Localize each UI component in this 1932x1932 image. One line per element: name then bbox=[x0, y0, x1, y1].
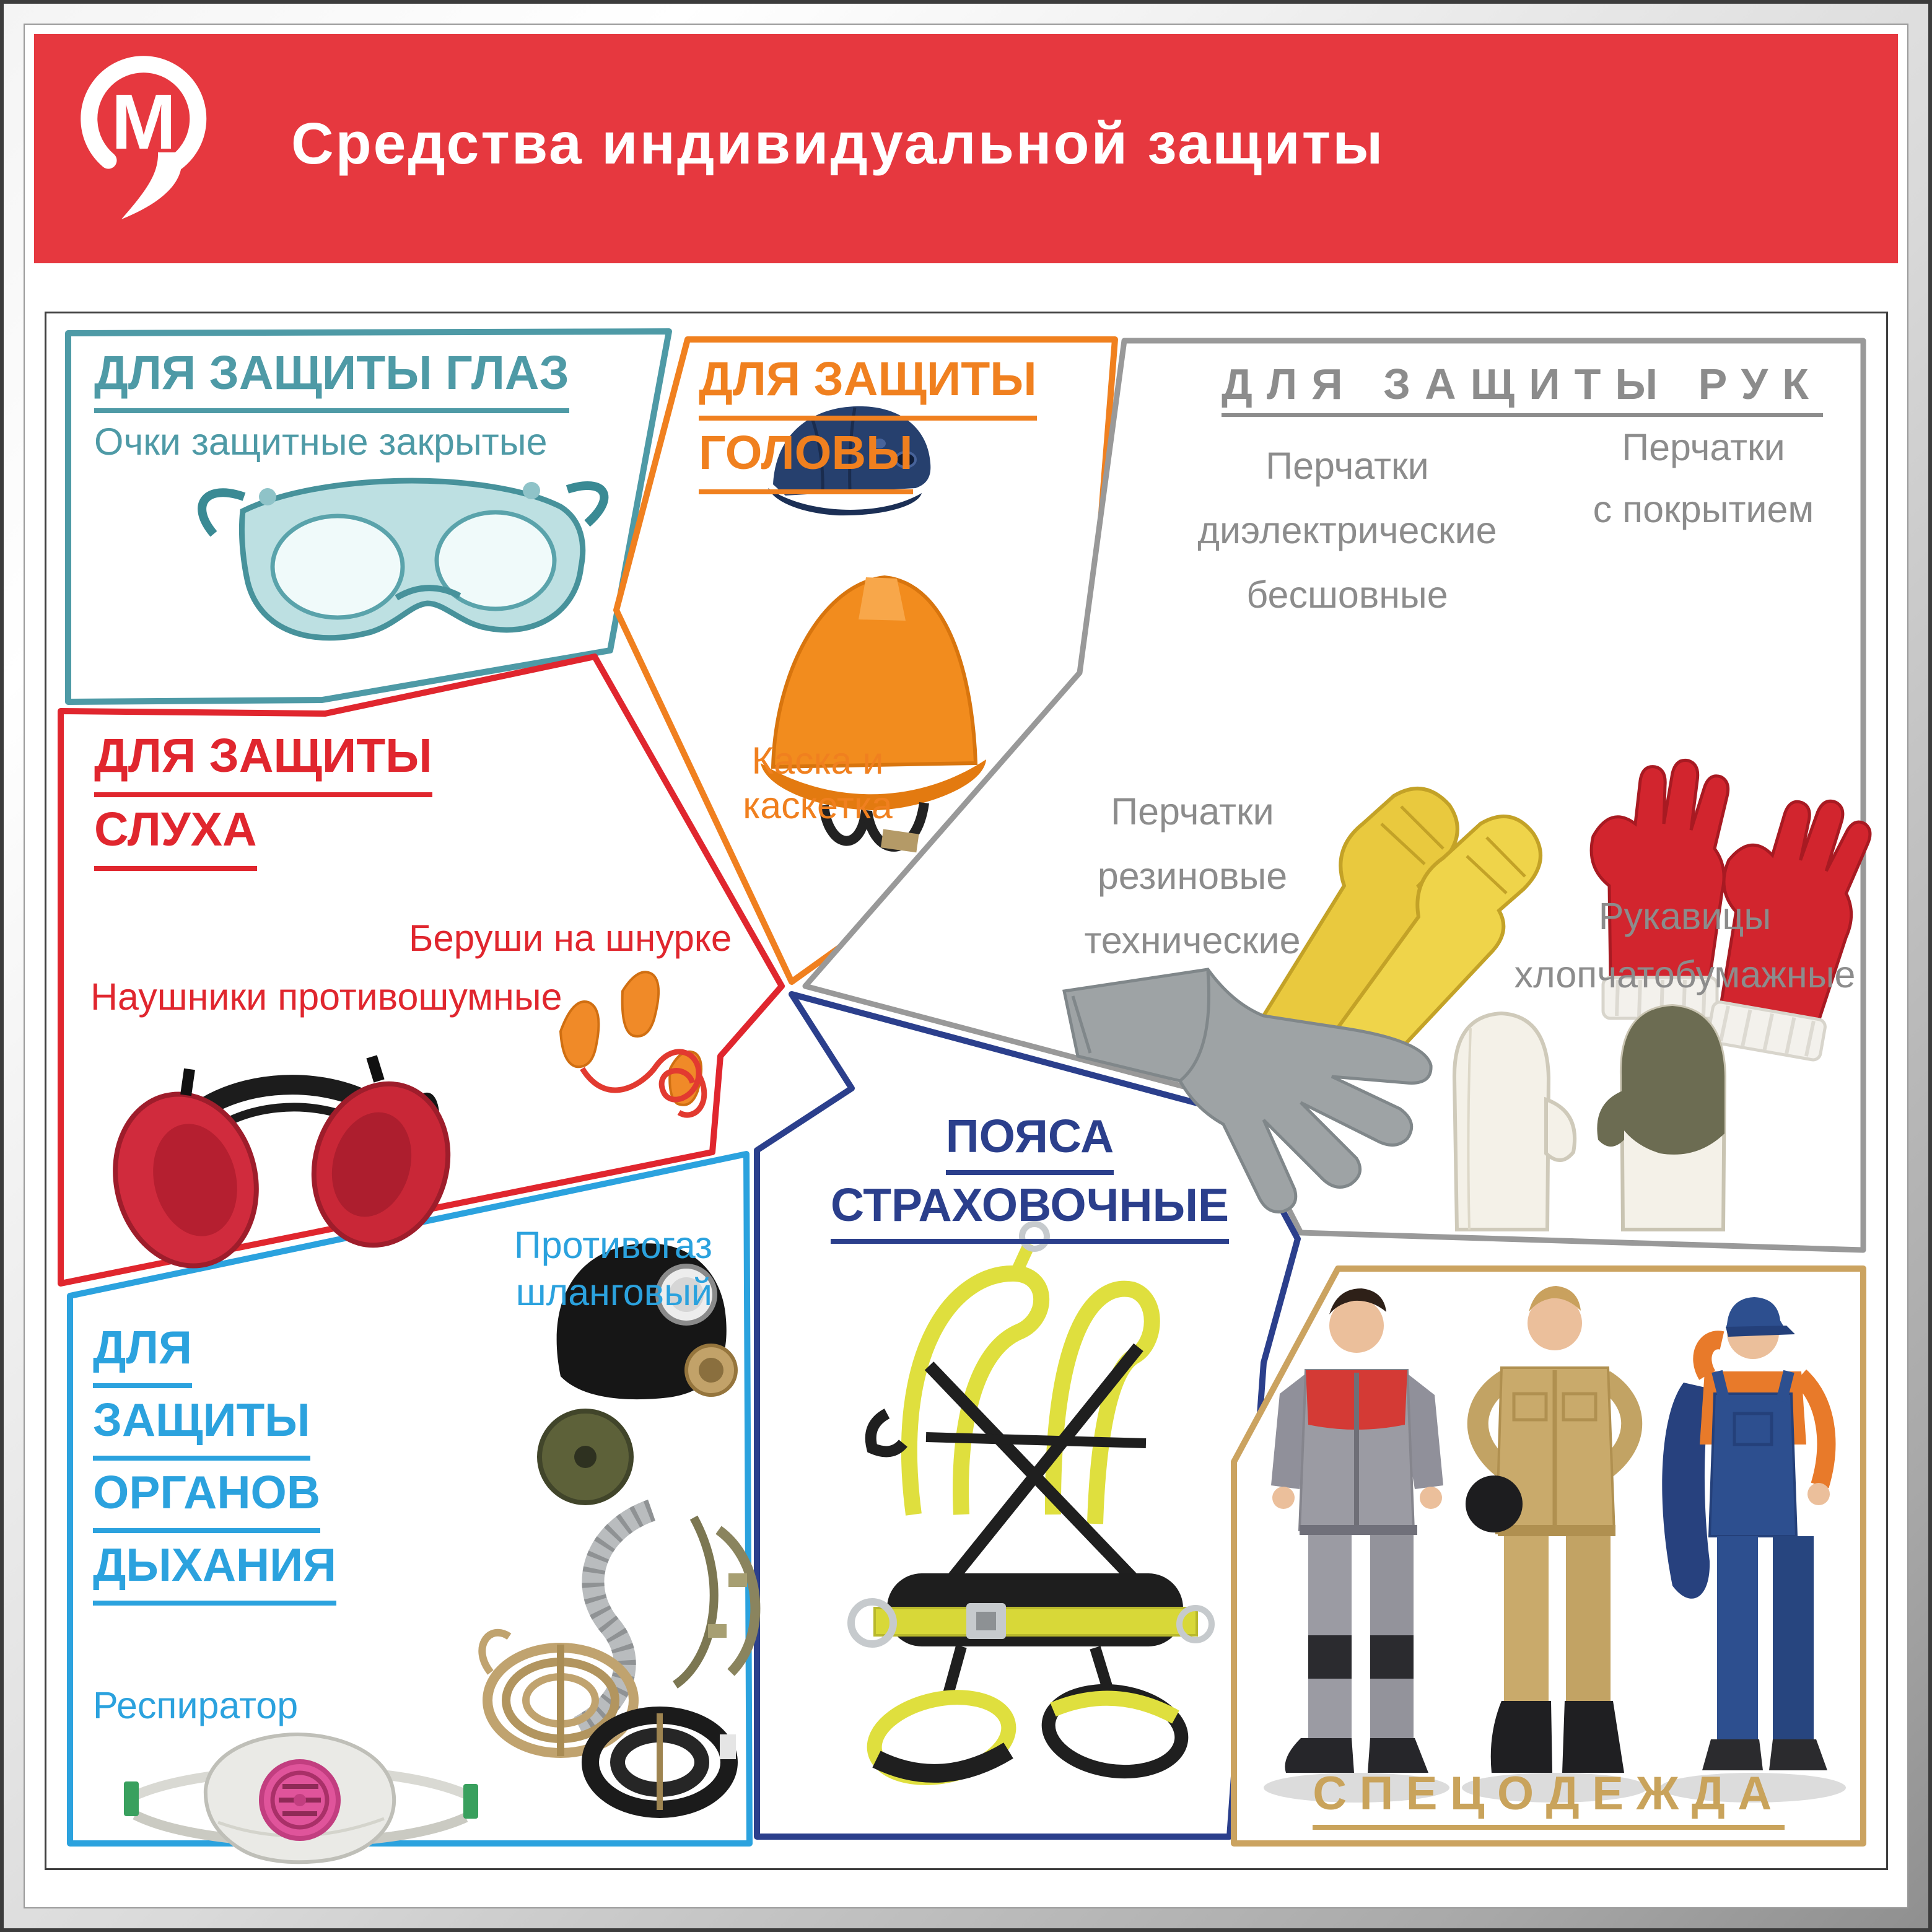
moscow-metro-logo-icon bbox=[89, 64, 198, 219]
eyes-section-title: ДЛЯ ЗАЩИТЫ ГЛАЗ bbox=[94, 342, 569, 413]
safety-goggles-icon bbox=[202, 481, 604, 638]
hands-label-rubber: Перчатки резиновые технические bbox=[1084, 790, 1301, 961]
svg-text:М: М bbox=[111, 78, 177, 165]
harness-section-title: ПОЯСА СТРАХОВОЧНЫЕ bbox=[777, 1106, 1282, 1244]
respiratory-section-title: ДЛЯ ЗАЩИТЫ ОРГАНОВ ДЫХАНИЯ bbox=[93, 1316, 336, 1606]
workwear-section-title: СПЕЦОДЕЖДА bbox=[1304, 1767, 1793, 1830]
hands-label-dielectric: Перчатки диэлектрические бесшовные bbox=[1197, 445, 1497, 616]
respiratory-label-respirator: Респиратор bbox=[93, 1684, 299, 1726]
head-item-label: Каска и каскетка bbox=[743, 740, 893, 826]
hearing-label-earmuffs: Наушники противошумные bbox=[90, 976, 562, 1018]
eyes-item-label: Очки защитные закрытые bbox=[94, 421, 548, 463]
poster-title: Средства индивидуальной защиты bbox=[291, 111, 1385, 177]
hearing-section-title: ДЛЯ ЗАЩИТЫ СЛУХА bbox=[94, 723, 432, 871]
respiratory-label-gasmask: Противогаз шланговый bbox=[514, 1224, 712, 1313]
hearing-label-earplugs: Беруши на шнурке bbox=[409, 917, 732, 959]
head-section-title: ДЛЯ ЗАЩИТЫ ГОЛОВЫ bbox=[699, 347, 1037, 494]
hands-section-title: ДЛЯ ЗАЩИТЫ РУК bbox=[1180, 359, 1864, 417]
hands-label-mittens: Рукавицы хлопчатобумажные bbox=[1514, 895, 1856, 995]
hands-label-coated: Перчатки с покрытием bbox=[1593, 426, 1814, 530]
